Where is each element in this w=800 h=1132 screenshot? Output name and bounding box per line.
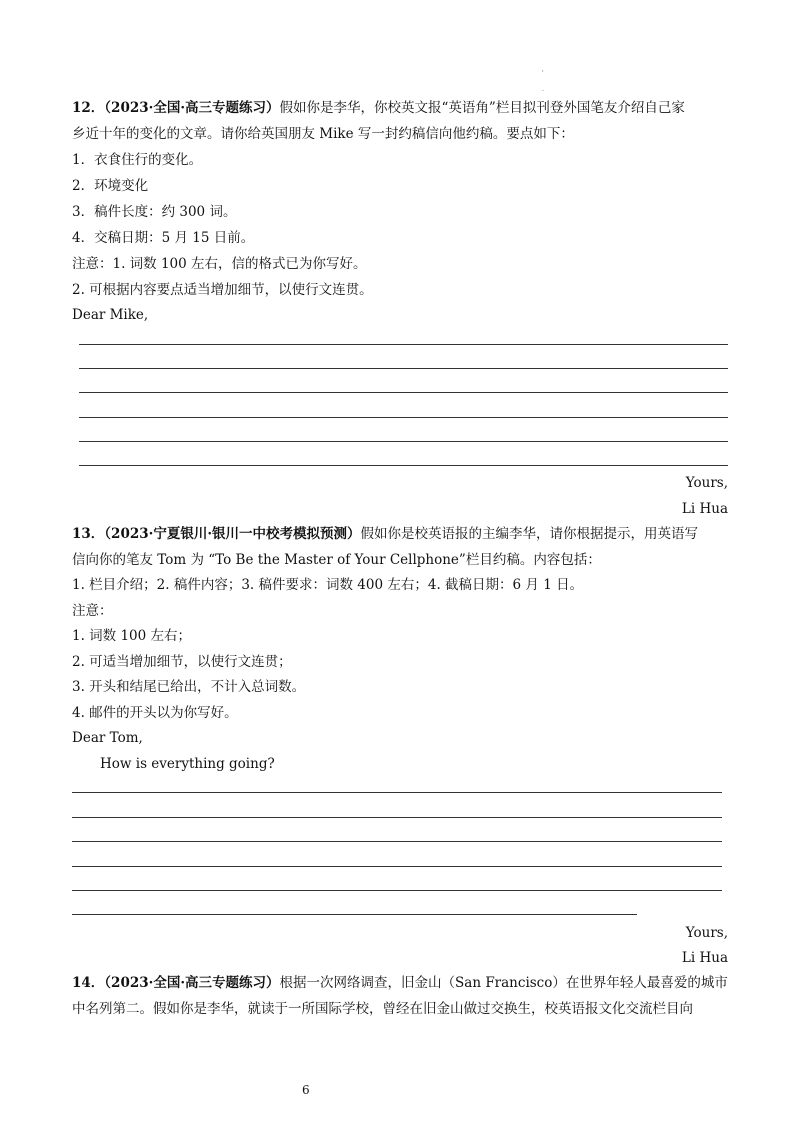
q13-answer-line (72, 914, 637, 915)
q13-answer-line (72, 817, 722, 818)
q14-source: （2023·全国·高三专题练习） (104, 975, 280, 991)
q12-number: 12． (72, 100, 105, 116)
page-number: 6 (302, 1083, 310, 1097)
q13-source: （2023·宁夏银川·银川一中校考模拟预测） (104, 526, 361, 542)
q12-point-1: 1．衣食住行的变化。 (72, 152, 203, 168)
q14-line1 (72, 974, 728, 992)
q12-line1 (72, 99, 685, 117)
q13-content: 1. 栏目介绍；2. 稿件内容；3. 稿件要求：词数 400 左右；4. 截稿日期：6 月 1 日。 (72, 577, 584, 593)
q12-closing: Yours, (685, 475, 728, 491)
q13-answer-line (72, 866, 722, 867)
q12-point-4: 4．交稿日期：5 月 15 日前。 (72, 230, 255, 246)
q14-prompt-line1: 根据一次网络调查，旧金山（San Francisco）在世界年轻人最喜爱的城市 (279, 975, 728, 991)
q12-source: （2023·全国·高三专题练习） (104, 100, 280, 116)
q12-answer-line (79, 392, 728, 393)
q13-prompt-line2: 信向你的笔友 Tom 为 “To Be the Master of Your Cellphone”栏目约稿。内容包括： (72, 552, 601, 568)
q13-closing: Yours, (685, 925, 728, 941)
q12-prompt-line1: 假如你是李华，你校英文报“英语角”栏目拟刊登外国笔友介绍自己家 (279, 100, 685, 116)
q13-opening: How is everything going? (100, 756, 275, 772)
q12-point-3: 3．稿件长度：约 300 词。 (72, 204, 237, 220)
q12-answer-line (79, 368, 728, 369)
q13-note-title: 注意： (72, 603, 113, 619)
q12-answer-line (79, 465, 728, 466)
q12-greeting: Dear Mike, (72, 307, 149, 323)
q12-answer-line (79, 417, 728, 418)
q14-number: 14． (72, 975, 105, 991)
q13-note-3: 3. 开头和结尾已给出，不计入总词数。 (72, 679, 306, 695)
q13-greeting: Dear Tom, (72, 730, 143, 746)
q12-note-1: 注意：1. 词数 100 左右，信的格式已为你写好。 (72, 256, 367, 272)
q13-answer-line (72, 890, 722, 891)
q13-prompt-line1: 假如你是校英语报的主编李华，请你根据提示，用英语写 (360, 526, 699, 542)
q13-number: 13． (72, 526, 105, 542)
q13-note-1: 1. 词数 100 左右； (72, 628, 192, 644)
q13-note-2: 2. 可适当增加细节，以使行文连贯； (72, 654, 292, 670)
q12-prompt-line2: 乡近十年的变化的文章。请你给英国朋友 Mike 写一封约稿信向他约稿。要点如下： (72, 126, 574, 142)
q12-note-2: 2. 可根据内容要点适当增加细节，以使行文连贯。 (72, 282, 373, 298)
q14-prompt-line2: 中名列第二。假如你是李华，就读于一所国际学校，曾经在旧金山做过交换生，校英语报文化交流栏目向 (72, 1001, 693, 1017)
q13-answer-line (72, 841, 722, 842)
scan-mark-top: ' (542, 70, 544, 77)
scan-mark-bottom: . (542, 86, 544, 93)
q12-signature: Li Hua (681, 501, 728, 517)
q13-line1 (72, 525, 698, 543)
q12-answer-line (79, 344, 728, 345)
q13-answer-line (72, 792, 722, 793)
q12-answer-line (79, 441, 728, 442)
q13-signature: Li Hua (681, 950, 728, 966)
q13-note-4: 4. 邮件的开头以为你写好。 (72, 705, 238, 721)
q12-point-2: 2．环境变化 (72, 178, 149, 194)
